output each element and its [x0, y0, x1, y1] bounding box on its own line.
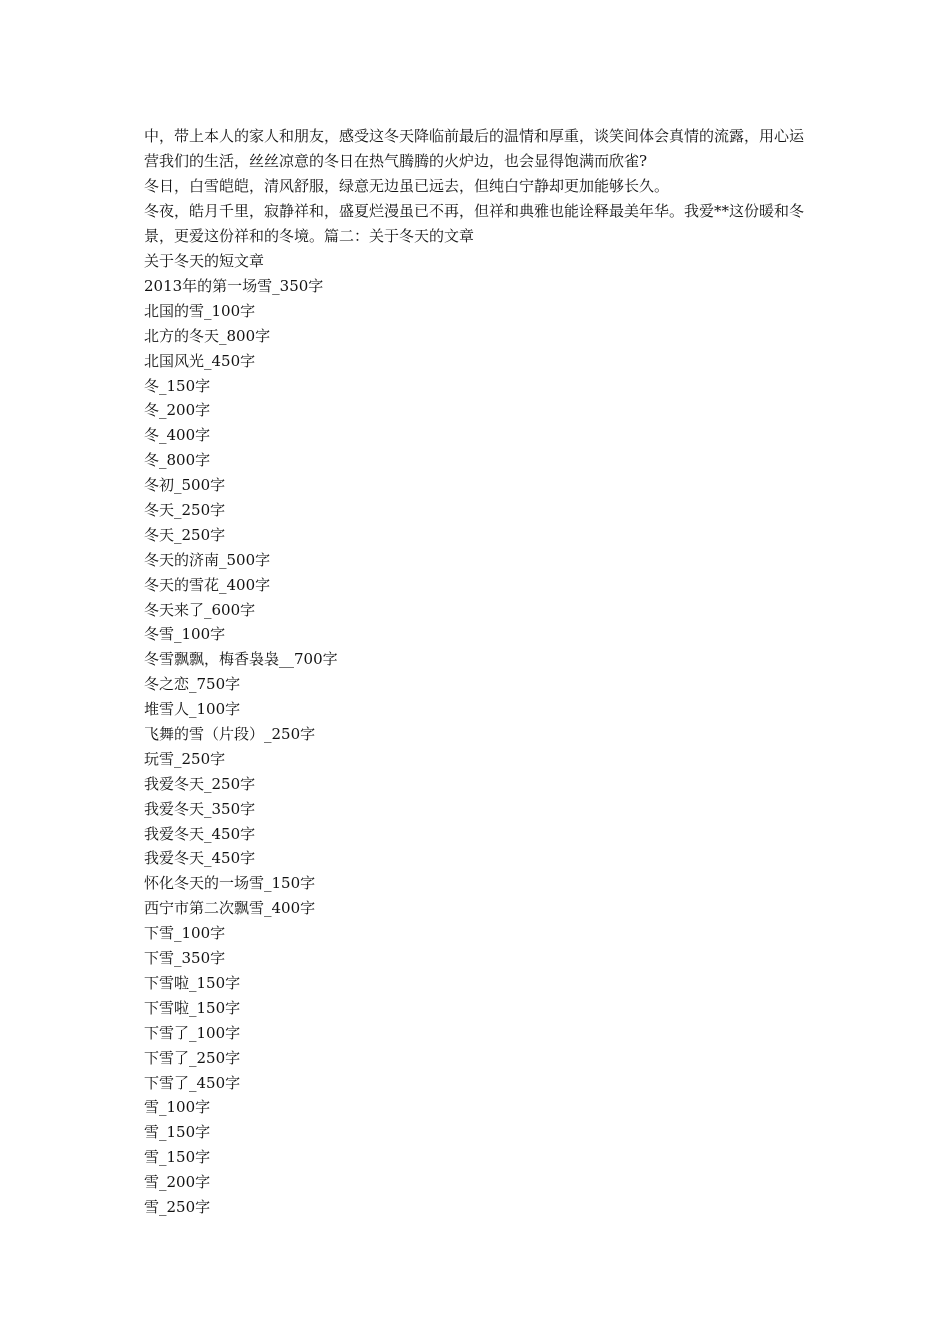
list-item: 下雪了_250字	[144, 1048, 241, 1067]
list-item: 北国的雪_100字	[144, 301, 256, 320]
list-item: 怀化冬天的一场雪_150字	[144, 874, 316, 893]
list-item: 雪_150字	[144, 1148, 211, 1167]
list-item: 飞舞的雪（片段）_250字	[144, 725, 316, 744]
document-page	[144, 124, 814, 1220]
list-item: 雪_200字	[144, 1173, 211, 1192]
list-item: 我爱冬天_250字	[144, 774, 256, 793]
paragraph-1: 中，带上本人的家人和朋友，感受这冬天降临前最后的温情和厚重，谈笑间体会真情的流露，用心运营我们的生活，丝丝凉意的冬日在热气腾腾的火炉边，也会显得饱满而欣雀?	[144, 127, 805, 170]
list-item: 雪_250字	[144, 1197, 211, 1216]
list-item: 冬天_250字	[144, 501, 226, 520]
list-item: 冬_150字	[144, 376, 211, 395]
list-item: 雪_100字	[144, 1098, 211, 1117]
list-item: 雪_150字	[144, 1123, 211, 1142]
list-item: 冬天_250字	[144, 525, 226, 544]
list-item: 北方的冬天_800字	[144, 326, 271, 345]
list-item: 我爱冬天_450字	[144, 824, 256, 843]
list-item: 2013年的第一场雪_350字	[144, 277, 324, 295]
list-item: 冬_800字	[144, 451, 211, 470]
list-item: 下雪_100字	[144, 924, 226, 943]
list-item: 冬雪_100字	[144, 625, 226, 644]
list-item: 我爱冬天_350字	[144, 799, 256, 818]
list-item: 下雪_350字	[144, 949, 226, 968]
paragraph-3: 冬夜，皓月千里，寂静祥和，盛夏烂漫虽已不再，但祥和典雅也能诠释最美年华。我爱**这份暖和冬景，更爱这份祥和的冬境。篇二：关于冬天的文章	[144, 202, 805, 245]
list-item: 我爱冬天_450字	[144, 849, 256, 868]
list-item: 北国风光_450字	[144, 351, 256, 370]
list-item: 冬_200字	[144, 401, 211, 420]
list-item: 冬初_500字	[144, 476, 226, 495]
article-list	[144, 274, 814, 1220]
list-item: 下雪啦_150字	[144, 973, 241, 992]
list-item: 下雪了_450字	[144, 1073, 241, 1092]
list-item: 冬天来了_600字	[144, 600, 256, 619]
list-heading: 关于冬天的短文章	[144, 252, 265, 270]
list-item: 堆雪人_100字	[144, 700, 241, 719]
list-item: 冬天的雪花_400字	[144, 575, 271, 594]
list-item: 冬雪飘飘，梅香袅袅__700字	[144, 650, 338, 669]
list-item: 冬_400字	[144, 426, 211, 445]
list-item: 冬天的济南_500字	[144, 550, 271, 569]
list-item: 冬之恋_750字	[144, 675, 241, 694]
list-item: 玩雪_250字	[144, 749, 226, 768]
paragraph-2: 冬日，白雪皑皑，清风舒服，绿意无边虽已远去，但纯白宁静却更加能够长久。	[144, 177, 670, 195]
list-item: 下雪了_100字	[144, 1023, 241, 1042]
list-item: 西宁市第二次飘雪_400字	[144, 899, 316, 918]
list-item: 下雪啦_150字	[144, 998, 241, 1017]
